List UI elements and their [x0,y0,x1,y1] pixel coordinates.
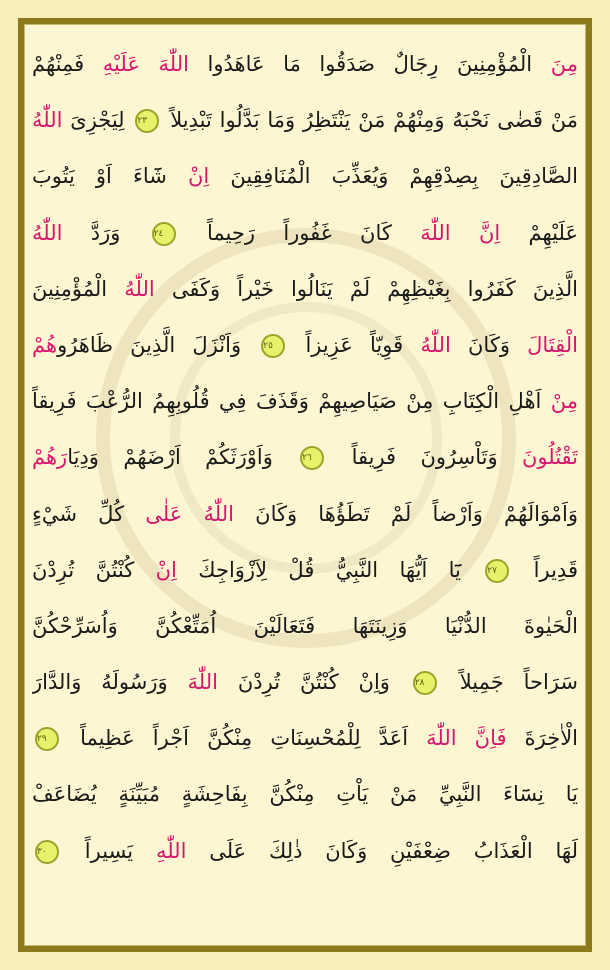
verse-text: يَسِيراً [62,838,156,863]
divine-name-text: اِنَّ اللّٰهَ [420,220,501,245]
verse-text: الصَّادِقِينَ بِصِدْقِهِمْ وَيُعَذِّبَ الْمُنَافِقِينَ [209,164,578,189]
text-line [32,261,578,317]
verse-text: الْمُؤْمِنِينَ [32,276,125,301]
divine-name-text: تَقْتُلُونَ [521,445,578,470]
quran-text [32,36,578,879]
text-line [32,317,578,373]
verse-text: وَاِنْ كُنْتُنَّ تُرِدْنَ [218,670,410,695]
verse-text: الْاٰخِرَةَ [506,726,578,751]
ayah-number-marker: ٢٦ [300,446,324,470]
text-line [32,823,578,879]
text-line [32,598,578,654]
text-line [32,373,578,429]
ayah-number-marker: ٢٧ [485,559,509,583]
divine-name-text: مِنَ [532,52,578,76]
ayah-number-marker: ٢٩ [35,727,59,751]
text-line [32,486,578,542]
verse-text: وَاَمْوَالَهُمْ وَاَرْضاً لَمْ تَطَؤُهَا وَكَانَ [233,501,578,526]
text-line [32,542,578,598]
verse-text: فَمِنْهُمْ [32,52,103,76]
divine-name-text: اللّٰهُ [32,108,63,133]
ayah-number-marker: ٢٤ [152,222,176,246]
verse-text: سَرَاحاً جَمِيلاً [439,670,578,695]
text-line [32,148,578,204]
verse-text: كُلِّ شَيْءٍ [32,501,146,526]
divine-name-text: اللّٰهُ [124,276,155,301]
text-line [32,654,578,710]
divine-name-text: رَهُمْ [32,445,68,470]
divine-name-text: اللّٰهُ عَلٰى [145,501,234,526]
ayah-number-marker: ٢٨ [413,671,437,695]
divine-name-text: فَاِنَّ اللّٰهَ [426,726,507,751]
text-line [32,92,578,148]
verse-text: قَدِيراً [512,557,578,582]
divine-name-text: اِنْ [187,164,210,189]
verse-text: عَلَيْهِمْ [500,220,578,245]
divine-name-text: اللّٰهُ [420,332,451,357]
verse-text: وَكَانَ [450,332,528,357]
verse-text: وَاَنْزَلَ الَّذِينَ ظَاهَرُو [57,332,259,357]
divine-name-text: اللّٰهُ [32,220,63,245]
verse-text: كَانَ غَفُوراً رَحِيماً [178,220,421,245]
text-line [32,766,578,822]
text-line [32,429,578,485]
verse-text: شَٓاءَ اَوْ يَتُوبَ [32,164,188,189]
verse-text: لَهَا الْعَذَابُ ضِعْفَيْنِ وَكَانَ ذٰلِكَ عَلَى [186,838,578,863]
divine-name-text: هُمْ [32,332,58,357]
ayah-number-marker: ٣٠ [35,840,59,864]
divine-name-text: اللّٰهِ [155,838,187,863]
divine-name-text: اللّٰهَ [187,670,218,695]
ayah-number-marker: ٢٣ [135,109,159,133]
verse-text: يَٓا اَيُّهَا النَّبِيُّ قُلْ لِاَزْوَاجِكَ [176,557,483,582]
ayah-number-marker: ٢٥ [261,334,285,358]
verse-text: الَّذِينَ كَفَرُوا بِغَيْظِهِمْ لَمْ يَنَالُوا خَيْراً وَكَفَى [154,276,578,301]
verse-text: اَعَدَّ لِلْمُحْسِنَاتِ مِنْكُنَّ اَجْراً عَظِيماً [62,726,427,751]
verse-text: وَاَوْرَثَكُمْ اَرْضَهُمْ وَدِيَا [67,445,298,470]
divine-name-text: اللّٰهَ عَلَيْهِ [102,52,189,76]
divine-name-text: اِنْ [155,557,177,582]
verse-text: اَهْلِ الْكِتَابِ مِنْ صَيَاصِيهِمْ وَقَذَفَ فِي قُلُوبِهِمُ الرُّعْبَ فَرِيقاً [32,389,551,414]
verse-text: مَنْ قَضٰى نَحْبَهُ وَمِنْهُمْ مَنْ يَنْتَظِرُ وَمَا بَدَّلُوا تَبْدِيلاً [162,108,578,133]
verse-text: وَرَدَّ [62,220,149,245]
verse-text: الْحَيٰوةَ الدُّنْيَا وَزِينَتَهَا فَتَعَالَيْنَ اُمَتِّعْكُنَّ وَاُسَرِّحْكُنَّ [32,613,578,638]
text-line [32,710,578,766]
verse-text: قَوِيّاً عَزِيزاً [288,332,421,357]
verse-text: لِيَجْزِىَ [62,108,133,133]
verse-text: وَتَاْسِرُونَ فَرِيقاً [327,445,522,470]
text-line [32,205,578,261]
divine-name-text: الْقِتَالَ [527,332,578,357]
text-line [32,36,578,92]
verse-text: الْمُؤْمِنِينَ رِجَالٌ صَدَقُوا مَا عَاهَدُوا [188,52,533,76]
divine-name-text: مِنْ [550,389,578,414]
verse-text: كُنْتُنَّ تُرِدْنَ [32,557,156,582]
verse-text: وَرَسُولَهُ وَالدَّارَ [32,670,188,695]
verse-text: يَا نِسَٓاءَ النَّبِيِّ مَنْ يَاْتِ مِنْكُنَّ بِفَاحِشَةٍ مُبَيِّنَةٍ يُضَاعَفْ [32,782,578,807]
